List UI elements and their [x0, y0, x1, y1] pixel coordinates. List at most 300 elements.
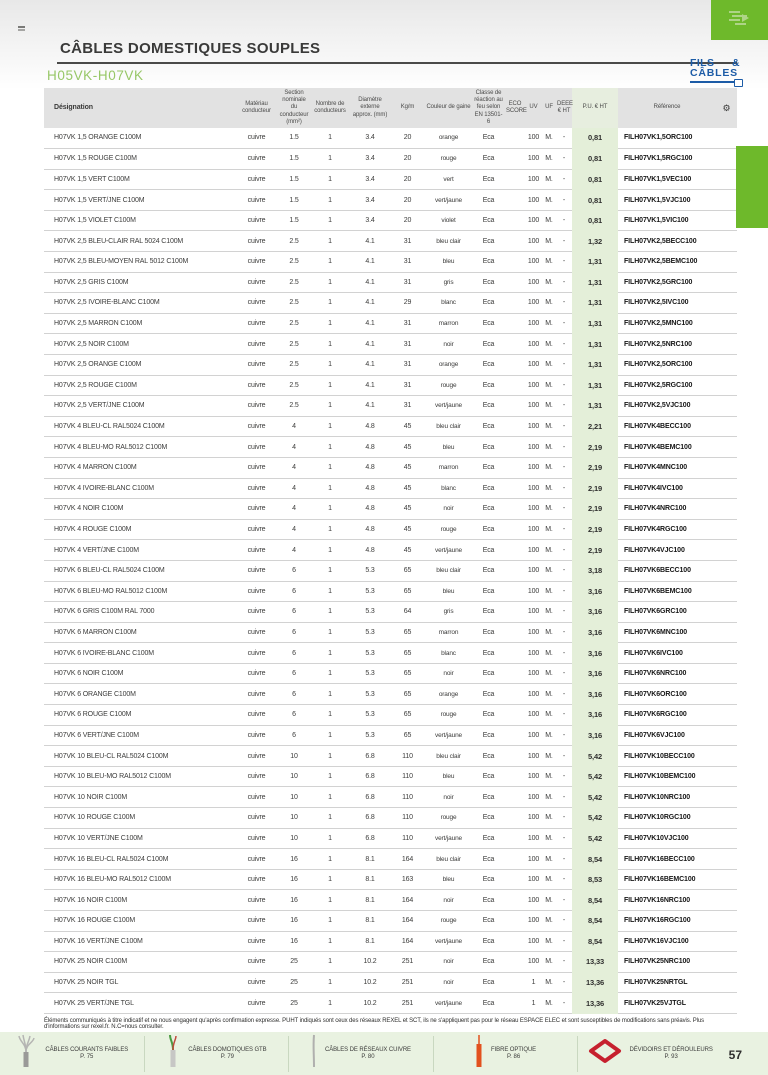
cell-unit-price: 3,16 — [572, 663, 618, 684]
cell-settings — [716, 581, 737, 602]
cell-reference: FILH07VK4VJC100 — [618, 540, 716, 561]
cell-conductor-count: 1 — [310, 931, 350, 952]
cell-deee: - — [556, 952, 572, 973]
cell-sheath-color: bleu clair — [425, 231, 472, 252]
cell-settings — [716, 293, 737, 314]
cell-weight-kg-m: 110 — [390, 828, 425, 849]
cell-fire-reaction-class: Eca — [472, 457, 505, 478]
table-row — [44, 643, 737, 664]
cell-nominal-section: 2.5 — [278, 252, 310, 273]
cell-designation: H07VK 6 MARRON C100M — [44, 622, 235, 643]
cell-sheath-color: vert — [425, 169, 472, 190]
cell-eco-score — [505, 313, 525, 334]
cell-designation: H07VK 4 MARRON C100M — [44, 457, 235, 478]
cell-weight-kg-m: 31 — [390, 272, 425, 293]
cell-uv: 100 — [525, 190, 542, 211]
cell-designation: H07VK 4 ROUGE C100M — [44, 519, 235, 540]
cell-sheath-color: noir — [425, 499, 472, 520]
table-row — [44, 869, 737, 890]
cell-nominal-section: 6 — [278, 581, 310, 602]
header-outer-diameter: Diamètre externe approx. (mm) — [350, 88, 390, 128]
cell-fire-reaction-class: Eca — [472, 849, 505, 870]
cell-weight-kg-m: 31 — [390, 375, 425, 396]
header-sheath-color: Couleur de gaine — [425, 88, 472, 128]
cell-uf: M. — [542, 293, 556, 314]
cell-settings — [716, 828, 737, 849]
cell-outer-diameter: 10.2 — [350, 993, 390, 1014]
cell-settings — [716, 334, 737, 355]
cell-designation: H07VK 16 VERT/JNE C100M — [44, 931, 235, 952]
cell-conductor-material: cuivre — [235, 169, 278, 190]
cell-sheath-color: rouge — [425, 705, 472, 726]
cell-eco-score — [505, 869, 525, 890]
cell-unit-price: 0,81 — [572, 128, 618, 149]
cell-deee: - — [556, 190, 572, 211]
cell-settings — [716, 128, 737, 149]
table-row — [44, 828, 737, 849]
cell-sheath-color: orange — [425, 354, 472, 375]
header-uf: UF — [542, 88, 556, 128]
header-designation: Désignation — [44, 88, 235, 128]
cell-uf: M. — [542, 190, 556, 211]
cell-settings — [716, 231, 737, 252]
cell-eco-score — [505, 725, 525, 746]
cell-eco-score — [505, 272, 525, 293]
cell-eco-score — [505, 993, 525, 1014]
cell-conductor-material: cuivre — [235, 334, 278, 355]
cell-settings — [716, 705, 737, 726]
cell-sheath-color: vert/jaune — [425, 931, 472, 952]
cell-sheath-color: vert/jaune — [425, 725, 472, 746]
low-current-cables-icon — [15, 1034, 37, 1073]
cell-settings — [716, 416, 737, 437]
products-table-wrap — [44, 88, 737, 1014]
cell-outer-diameter: 4.1 — [350, 293, 390, 314]
header-weight-kg-m: Kg/m — [390, 88, 425, 128]
cell-fire-reaction-class: Eca — [472, 519, 505, 540]
cell-reference: FILH07VK1,5VIC100 — [618, 210, 716, 231]
cell-designation: H07VK 1,5 ROUGE C100M — [44, 149, 235, 170]
cell-settings — [716, 540, 737, 561]
cell-conductor-count: 1 — [310, 190, 350, 211]
cell-nominal-section: 6 — [278, 725, 310, 746]
cell-nominal-section: 10 — [278, 828, 310, 849]
cell-nominal-section: 4 — [278, 416, 310, 437]
table-row — [44, 540, 737, 561]
cell-weight-kg-m: 45 — [390, 519, 425, 540]
cell-conductor-count: 1 — [310, 560, 350, 581]
cell-reference: FILH07VK16RGC100 — [618, 911, 716, 932]
cell-weight-kg-m: 164 — [390, 890, 425, 911]
cell-conductor-material: cuivre — [235, 457, 278, 478]
cell-weight-kg-m: 31 — [390, 354, 425, 375]
cell-conductor-count: 1 — [310, 766, 350, 787]
cell-outer-diameter: 3.4 — [350, 128, 390, 149]
cell-uv: 100 — [525, 354, 542, 375]
cell-sheath-color: noir — [425, 787, 472, 808]
header-eco-score: ECO SCORE — [505, 88, 525, 128]
cell-deee: - — [556, 293, 572, 314]
table-row — [44, 911, 737, 932]
cell-sheath-color: noir — [425, 663, 472, 684]
cell-conductor-material: cuivre — [235, 705, 278, 726]
cell-uv: 100 — [525, 437, 542, 458]
cell-uf: M. — [542, 911, 556, 932]
cell-fire-reaction-class: Eca — [472, 890, 505, 911]
cell-uf: M. — [542, 540, 556, 561]
cell-settings — [716, 457, 737, 478]
cell-reference: FILH07VK2,5ORC100 — [618, 354, 716, 375]
cell-unit-price: 13,33 — [572, 952, 618, 973]
cell-conductor-material: cuivre — [235, 354, 278, 375]
cell-fire-reaction-class: Eca — [472, 787, 505, 808]
cell-deee: - — [556, 169, 572, 190]
cell-reference: FILH07VK16NRC100 — [618, 890, 716, 911]
cell-conductor-material: cuivre — [235, 313, 278, 334]
cell-sheath-color: vert/jaune — [425, 190, 472, 211]
cell-weight-kg-m: 64 — [390, 602, 425, 623]
cell-eco-score — [505, 581, 525, 602]
cell-eco-score — [505, 890, 525, 911]
cell-conductor-count: 1 — [310, 416, 350, 437]
cell-nominal-section: 6 — [278, 663, 310, 684]
cell-fire-reaction-class: Eca — [472, 272, 505, 293]
header-conductor-material: Matériau conducteur — [235, 88, 278, 128]
cell-fire-reaction-class: Eca — [472, 602, 505, 623]
cell-unit-price: 2,19 — [572, 478, 618, 499]
cell-conductor-material: cuivre — [235, 643, 278, 664]
cell-conductor-material: cuivre — [235, 231, 278, 252]
cell-conductor-count: 1 — [310, 663, 350, 684]
cell-unit-price: 8,54 — [572, 890, 618, 911]
cell-unit-price: 0,81 — [572, 190, 618, 211]
cell-uf: M. — [542, 663, 556, 684]
cell-eco-score — [505, 931, 525, 952]
cell-uv: 100 — [525, 375, 542, 396]
cell-conductor-count: 1 — [310, 581, 350, 602]
cell-conductor-count: 1 — [310, 375, 350, 396]
footer-nav-page: P. 93 — [664, 1054, 678, 1060]
cell-nominal-section: 10 — [278, 766, 310, 787]
legal-disclaimer: Éléments communiqués à titre indicatif et ne nous engagent qu'après confirmation expresse. PUHT indiqués sont ceux des réseaux REXEL et SCT, ils ne s'appliquent pas pour le réseau ESPACE ELEC et sont susceptibles de modifications sans préavis. Plus d'informations sur rexel.fr. N.C=nous consulter. — [44, 1018, 705, 1030]
cell-nominal-section: 2.5 — [278, 293, 310, 314]
cell-settings — [716, 602, 737, 623]
cell-outer-diameter: 3.4 — [350, 190, 390, 211]
cell-uv: 100 — [525, 581, 542, 602]
cell-outer-diameter: 4.1 — [350, 334, 390, 355]
cell-conductor-count: 1 — [310, 313, 350, 334]
cell-conductor-material: cuivre — [235, 540, 278, 561]
cell-conductor-count: 1 — [310, 478, 350, 499]
cell-fire-reaction-class: Eca — [472, 190, 505, 211]
cell-uf: M. — [542, 313, 556, 334]
cell-weight-kg-m: 110 — [390, 746, 425, 767]
cell-uv: 100 — [525, 808, 542, 829]
cell-settings — [716, 766, 737, 787]
footer-nav-fibre-optique[interactable] — [434, 1036, 579, 1072]
cell-uv: 100 — [525, 766, 542, 787]
cell-outer-diameter: 5.3 — [350, 725, 390, 746]
cell-conductor-material: cuivre — [235, 684, 278, 705]
section-color-block — [711, 0, 768, 40]
cell-weight-kg-m: 110 — [390, 766, 425, 787]
logo-text: FILS — [690, 57, 715, 69]
page-corner-mark — [18, 26, 25, 28]
cell-unit-price: 2,19 — [572, 499, 618, 520]
cell-uf: M. — [542, 354, 556, 375]
footer-nav-label: CÂBLES COURANTS FAIBLES — [45, 1047, 129, 1053]
footer-nav-label: CÂBLES DOMOTIQUES GTB — [188, 1047, 267, 1053]
footer-nav-bar — [0, 1032, 768, 1075]
cell-weight-kg-m: 164 — [390, 911, 425, 932]
table-row — [44, 622, 737, 643]
cell-conductor-material: cuivre — [235, 787, 278, 808]
cell-uf: M. — [542, 993, 556, 1014]
cell-uv: 100 — [525, 149, 542, 170]
cell-unit-price: 1,31 — [572, 334, 618, 355]
cell-sheath-color: vert/jaune — [425, 828, 472, 849]
cell-eco-score — [505, 190, 525, 211]
cell-uf: M. — [542, 828, 556, 849]
cell-outer-diameter: 4.1 — [350, 354, 390, 375]
cell-deee: - — [556, 210, 572, 231]
cell-uv: 100 — [525, 396, 542, 417]
cell-conductor-count: 1 — [310, 210, 350, 231]
cell-unit-price: 0,81 — [572, 169, 618, 190]
cell-unit-price: 1,31 — [572, 293, 618, 314]
cell-fire-reaction-class: Eca — [472, 375, 505, 396]
cell-designation: H07VK 6 NOIR C100M — [44, 663, 235, 684]
cell-weight-kg-m: 164 — [390, 849, 425, 870]
table-row — [44, 478, 737, 499]
cell-reference: FILH07VK2,5NRC100 — [618, 334, 716, 355]
cell-fire-reaction-class: Eca — [472, 725, 505, 746]
cell-uv: 100 — [525, 849, 542, 870]
cell-uv: 100 — [525, 499, 542, 520]
cell-uf: M. — [542, 149, 556, 170]
footer-nav-label: FIBRE OPTIQUE — [491, 1047, 537, 1053]
table-row — [44, 437, 737, 458]
cell-designation: H07VK 10 BLEU-CL RAL5024 C100M — [44, 746, 235, 767]
cell-eco-score — [505, 210, 525, 231]
cell-conductor-count: 1 — [310, 643, 350, 664]
cell-weight-kg-m: 45 — [390, 478, 425, 499]
cell-outer-diameter: 4.1 — [350, 272, 390, 293]
cell-settings — [716, 684, 737, 705]
cell-sheath-color: bleu clair — [425, 416, 472, 437]
cell-settings — [716, 869, 737, 890]
cell-unit-price: 13,36 — [572, 993, 618, 1014]
cell-unit-price: 3,18 — [572, 560, 618, 581]
cell-eco-score — [505, 643, 525, 664]
cell-nominal-section: 16 — [278, 849, 310, 870]
cell-conductor-material: cuivre — [235, 375, 278, 396]
cell-uf: M. — [542, 869, 556, 890]
cell-designation: H07VK 25 NOIR TGL — [44, 972, 235, 993]
header-conductor-count: Nombre de conducteurs — [310, 88, 350, 128]
cell-nominal-section: 4 — [278, 540, 310, 561]
cell-conductor-material: cuivre — [235, 252, 278, 273]
cell-conductor-material: cuivre — [235, 128, 278, 149]
cell-designation: H07VK 6 IVOIRE-BLANC C100M — [44, 643, 235, 664]
footer-nav-cables-domotiques[interactable] — [145, 1036, 290, 1072]
cell-weight-kg-m: 65 — [390, 581, 425, 602]
cell-eco-score — [505, 252, 525, 273]
cell-reference: FILH07VK1,5VEC100 — [618, 169, 716, 190]
cell-eco-score — [505, 972, 525, 993]
cell-outer-diameter: 4.1 — [350, 396, 390, 417]
cell-eco-score — [505, 808, 525, 829]
cell-sheath-color: orange — [425, 128, 472, 149]
cell-unit-price: 2,21 — [572, 416, 618, 437]
cell-deee: - — [556, 354, 572, 375]
cell-uf: M. — [542, 746, 556, 767]
cell-uv: 100 — [525, 622, 542, 643]
cell-conductor-count: 1 — [310, 457, 350, 478]
cell-uv: 100 — [525, 684, 542, 705]
cell-weight-kg-m: 251 — [390, 952, 425, 973]
cell-uv: 100 — [525, 746, 542, 767]
table-row — [44, 149, 737, 170]
cell-unit-price: 2,19 — [572, 540, 618, 561]
cell-sheath-color: blanc — [425, 293, 472, 314]
settings-icon[interactable]: ⚙ — [716, 88, 737, 128]
cell-unit-price: 3,16 — [572, 725, 618, 746]
cell-fire-reaction-class: Eca — [472, 396, 505, 417]
cell-deee: - — [556, 766, 572, 787]
cell-weight-kg-m: 164 — [390, 931, 425, 952]
cell-uf: M. — [542, 931, 556, 952]
cell-outer-diameter: 10.2 — [350, 972, 390, 993]
cell-deee: - — [556, 849, 572, 870]
cell-settings — [716, 808, 737, 829]
cell-deee: - — [556, 746, 572, 767]
cell-settings — [716, 993, 737, 1014]
cell-outer-diameter: 5.3 — [350, 560, 390, 581]
cell-reference: FILH07VK25VJTGL — [618, 993, 716, 1014]
cell-reference: FILH07VK6IVC100 — [618, 643, 716, 664]
table-row — [44, 334, 737, 355]
cell-outer-diameter: 6.8 — [350, 808, 390, 829]
cell-fire-reaction-class: Eca — [472, 828, 505, 849]
cell-conductor-count: 1 — [310, 128, 350, 149]
cables-section-icon — [727, 8, 753, 33]
cell-conductor-material: cuivre — [235, 952, 278, 973]
cell-reference: FILH07VK6NRC100 — [618, 663, 716, 684]
cell-unit-price: 1,31 — [572, 272, 618, 293]
cell-uf: M. — [542, 272, 556, 293]
cell-reference: FILH07VK1,5VJC100 — [618, 190, 716, 211]
cell-conductor-count: 1 — [310, 849, 350, 870]
cell-eco-score — [505, 519, 525, 540]
cell-deee: - — [556, 643, 572, 664]
cell-deee: - — [556, 808, 572, 829]
cell-designation: H07VK 10 NOIR C100M — [44, 787, 235, 808]
cell-sheath-color: violet — [425, 210, 472, 231]
cell-reference: FILH07VK25NRC100 — [618, 952, 716, 973]
cell-settings — [716, 787, 737, 808]
cell-uv: 100 — [525, 725, 542, 746]
cell-unit-price: 2,19 — [572, 437, 618, 458]
cell-uf: M. — [542, 437, 556, 458]
cell-conductor-material: cuivre — [235, 808, 278, 829]
header-nominal-section: Section nominale du conducteur (mm²) — [278, 88, 310, 128]
cell-unit-price: 0,81 — [572, 210, 618, 231]
cell-outer-diameter: 5.3 — [350, 622, 390, 643]
side-section-tab — [736, 146, 768, 228]
cell-eco-score — [505, 787, 525, 808]
cell-deee: - — [556, 128, 572, 149]
cell-settings — [716, 190, 737, 211]
footer-nav-cables-courants-faibles[interactable] — [0, 1036, 145, 1072]
cell-settings — [716, 169, 737, 190]
table-row — [44, 890, 737, 911]
cell-uf: M. — [542, 643, 556, 664]
cell-deee: - — [556, 890, 572, 911]
cell-nominal-section: 6 — [278, 602, 310, 623]
cell-weight-kg-m: 65 — [390, 684, 425, 705]
cell-reference: FILH07VK10NRC100 — [618, 787, 716, 808]
cell-reference: FILH07VK10BEMC100 — [618, 766, 716, 787]
cell-unit-price: 1,31 — [572, 313, 618, 334]
cell-uv: 100 — [525, 416, 542, 437]
cell-reference: FILH07VK10BECC100 — [618, 746, 716, 767]
cell-weight-kg-m: 45 — [390, 457, 425, 478]
cell-designation: H07VK 2,5 MARRON C100M — [44, 313, 235, 334]
cell-sheath-color: rouge — [425, 375, 472, 396]
cell-outer-diameter: 5.3 — [350, 581, 390, 602]
cell-uf: M. — [542, 602, 556, 623]
cell-unit-price: 1,31 — [572, 375, 618, 396]
cell-weight-kg-m: 20 — [390, 128, 425, 149]
cell-uv: 100 — [525, 457, 542, 478]
cell-eco-score — [505, 128, 525, 149]
cell-unit-price: 5,42 — [572, 766, 618, 787]
footer-nav-label: DÉVIDOIRS ET DÉROULEURS — [629, 1047, 713, 1053]
cell-designation: H07VK 6 BLEU-CL RAL5024 C100M — [44, 560, 235, 581]
cell-nominal-section: 4 — [278, 499, 310, 520]
cell-outer-diameter: 4.8 — [350, 499, 390, 520]
cell-conductor-material: cuivre — [235, 210, 278, 231]
cell-conductor-count: 1 — [310, 252, 350, 273]
cell-uf: M. — [542, 890, 556, 911]
footer-nav-reseaux-cuivre[interactable] — [289, 1036, 434, 1072]
cell-uf: M. — [542, 560, 556, 581]
cell-sheath-color: gris — [425, 272, 472, 293]
cell-deee: - — [556, 602, 572, 623]
cell-eco-score — [505, 293, 525, 314]
cell-fire-reaction-class: Eca — [472, 684, 505, 705]
table-row — [44, 766, 737, 787]
cell-settings — [716, 560, 737, 581]
cell-eco-score — [505, 457, 525, 478]
cell-sheath-color: noir — [425, 334, 472, 355]
footer-nav-page: P. 79 — [220, 1054, 235, 1060]
cell-conductor-material: cuivre — [235, 519, 278, 540]
cell-designation: H07VK 2,5 VERT/JNE C100M — [44, 396, 235, 417]
cell-eco-score — [505, 663, 525, 684]
table-row — [44, 725, 737, 746]
cell-uv: 100 — [525, 519, 542, 540]
cell-conductor-material: cuivre — [235, 828, 278, 849]
footer-nav-page: P. 75 — [80, 1054, 94, 1060]
cell-reference: FILH07VK2,5BECC100 — [618, 231, 716, 252]
cell-nominal-section: 2.5 — [278, 272, 310, 293]
cell-conductor-count: 1 — [310, 746, 350, 767]
cell-uv: 100 — [525, 931, 542, 952]
cell-unit-price: 2,19 — [572, 457, 618, 478]
cell-conductor-count: 1 — [310, 354, 350, 375]
